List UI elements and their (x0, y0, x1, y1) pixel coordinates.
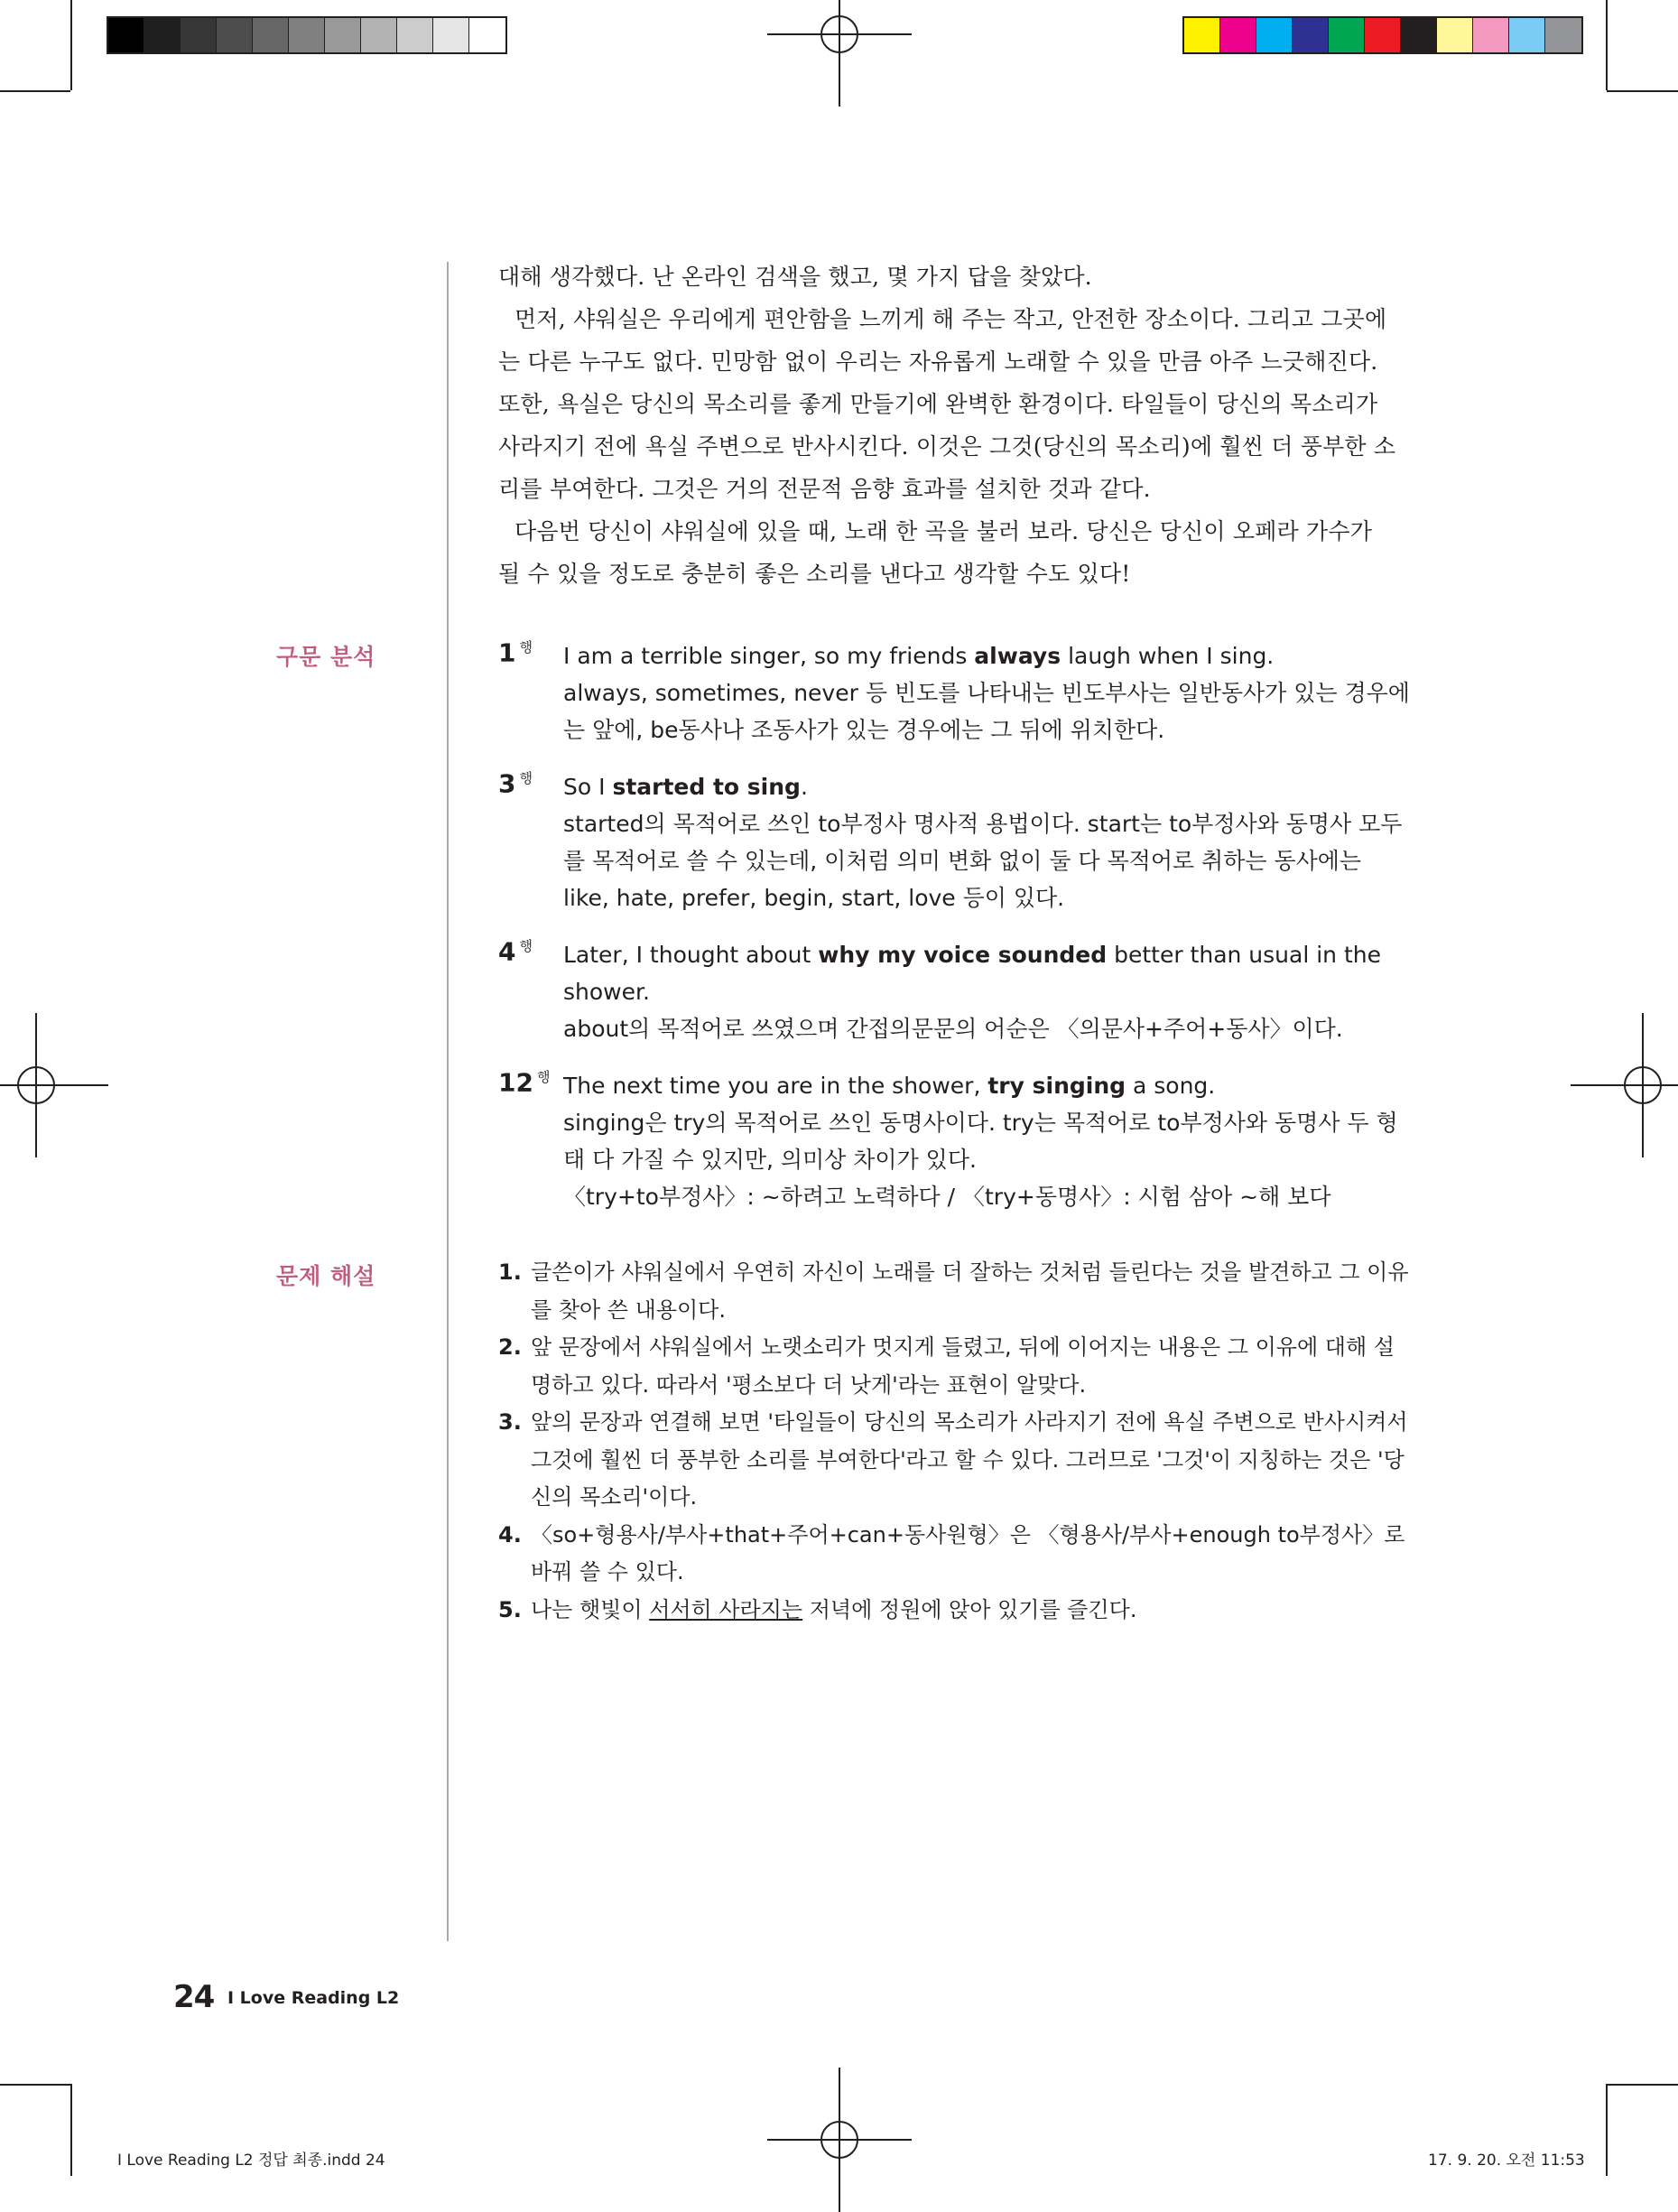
color-swatch (1293, 18, 1329, 52)
color-swatch (1256, 18, 1293, 52)
grammar-note: always, sometimes, never 등 빈도를 나타내는 빈도부사는 일반동사가 있는 경우에는 앞에, be동사나 조동사가 있는 경우에는 그 뒤에 위치한다. (563, 680, 1410, 743)
print-slug-date: 17. 9. 20. 오전 11:53 (1428, 2152, 1585, 2170)
line-number: 4 $^행$ (498, 936, 533, 967)
english-sentence: The next time you are in the shower, try singing a song. (563, 1073, 1216, 1099)
color-swatch (433, 18, 469, 52)
translation-paragraph: 먼저, 샤워실은 우리에게 편안함을 느끼게 해 주는 작고, 안전한 장소이다. 그리고 그곳에는 다른 누구도 없다. 민망함 없이 우리는 자유롭게 노래할 수 있을 만큼 아주 느긋해진다. 또한, 욕실은 당신의 목소리를 좋게 만들기에 완벽한 환경이다. 타일들이 당신의 목소리가 사라지기 전에 욕실 주변으로 반사시킨다. 이것은 그것(당신의 목소리)에 훨씬 더 풍부한 소리를 부여한다. 그것은 거의 전문적 음향 효과를 설치한 것과 같다. (498, 306, 1396, 502)
solution-item (498, 1517, 1410, 1592)
syntax-analysis-label: 구문 분석 (276, 644, 376, 670)
color-swatch (325, 18, 361, 52)
grammar-note: started의 목적어로 쓰인 to부정사 명사적 용법이다. start는 to부정사와 동명사 모두를 목적어로 쓸 수 있는데, 이처럼 의미 변화 없이 둘 다 목적어로 취하는 동사에는 like, hate, prefer, begin, start, love 등이 있다. (563, 811, 1403, 911)
solution-item (498, 1254, 1410, 1329)
english-sentence: So I started to sing. (563, 774, 808, 800)
registration-mark-left (0, 1013, 108, 1157)
solution-number: 2. (498, 1334, 522, 1360)
solution-item (498, 1329, 1410, 1404)
underlined-phrase: 서서히 사라지는 (649, 1596, 803, 1622)
line-number: 3 $^행$ (498, 768, 533, 799)
color-swatch (253, 18, 289, 52)
color-swatch (1509, 18, 1545, 52)
registration-mark-top (767, 0, 912, 107)
grammar-note: singing은 try의 목적어로 쓰인 동명사이다. try는 목적어로 to부정사와 동명사 두 형태 다 가질 수 있지만, 의미상 차이가 있다. (563, 1110, 1398, 1173)
grammar-note: about의 목적어로 쓰였으며 간접의문문의 어순은 〈의문사+주어+동사〉이다. (563, 1016, 1343, 1042)
grammar-note: 〈try+to부정사〉: ~하려고 노력하다 / 〈try+동명사〉: 시험 삼아 ~해 보다 (563, 1184, 1331, 1210)
registration-mark-right (1571, 1013, 1678, 1157)
translation-paragraph: 다음번 당신이 샤워실에 있을 때, 노래 한 곡을 불러 보라. 당신은 당신이 오페라 가수가 될 수 있을 정도로 충분히 좋은 소리를 낸다고 생각할 수도 있다! (498, 518, 1373, 587)
gray-calibration-bar (107, 16, 507, 54)
color-swatch (144, 18, 181, 52)
english-sentence: I am a terrible singer, so my friends always laugh when I sing. (563, 643, 1275, 669)
solution-text: 앞의 문장과 연결해 보면 '타일들이 당신의 목소리가 사라지기 전에 욕실 주변으로 반사시켜서 그것에 훨씬 더 풍부한 소리를 부여한다'라고 할 수 있다. 그러므로 '그것'이 지칭하는 것은 '당신의 목소리'이다. (531, 1409, 1408, 1510)
solution-item (498, 1592, 1410, 1630)
color-swatch (108, 18, 144, 52)
solution-text: 글쓴이가 샤워실에서 우연히 자신이 노래를 더 잘하는 것처럼 들린다는 것을 발견하고 그 이유를 찾아 쓴 내용이다. (531, 1259, 1409, 1323)
line-number: 1 $^행$ (498, 637, 533, 668)
color-swatch (289, 18, 325, 52)
color-calibration-bar (1182, 16, 1583, 54)
solution-number: 5. (498, 1596, 522, 1622)
solutions-label: 문제 해설 (276, 1263, 376, 1289)
color-swatch (469, 18, 505, 52)
reading-translation (498, 256, 1401, 595)
analysis-item (498, 936, 1410, 1047)
color-swatch (1184, 18, 1220, 52)
english-sentence: Later, I thought about why my voice sounded better than usual in the shower. (563, 942, 1381, 1005)
translation-paragraph: 대해 생각했다. 난 온라인 검색을 했고, 몇 가지 답을 찾았다. (498, 264, 1092, 290)
color-swatch (1473, 18, 1509, 52)
solution-number: 3. (498, 1409, 522, 1435)
analysis-item (498, 1067, 1410, 1215)
syntax-analysis (498, 637, 1410, 1235)
solution-number: 1. (498, 1259, 522, 1285)
analysis-item (498, 768, 1410, 916)
color-swatch (1220, 18, 1256, 52)
print-slug-file: I Love Reading L2 정답 최종.indd 24 (117, 2152, 385, 2170)
color-swatch (1365, 18, 1401, 52)
margin-rule (447, 262, 449, 1941)
page-number: 24 (173, 1979, 215, 2015)
book-title: I Love Reading L2 (227, 1988, 400, 2008)
color-swatch (1401, 18, 1437, 52)
color-swatch (1329, 18, 1365, 52)
line-number: 12 $^행$ (498, 1067, 551, 1098)
color-swatch (181, 18, 217, 52)
solution-text: 앞 문장에서 샤워실에서 노랫소리가 멋지게 들렸고, 뒤에 이어지는 내용은 그 이유에 대해 설명하고 있다. 따라서 '평소보다 더 낫게'라는 표현이 알맞다. (531, 1334, 1395, 1398)
solution-text: 〈so+형용사/부사+that+주어+can+동사원형〉은 〈형용사/부사+enough to부정사〉로 바꿔 쓸 수 있다. (531, 1521, 1405, 1585)
solution-text: 나는 햇빛이 서서히 사라지는 저녁에 정원에 앉아 있기를 즐긴다. (531, 1596, 1137, 1622)
color-swatch (1437, 18, 1473, 52)
color-swatch (217, 18, 253, 52)
registration-mark-bottom (767, 2068, 912, 2212)
solution-number: 4. (498, 1521, 522, 1547)
solution-item (498, 1404, 1410, 1517)
color-swatch (397, 18, 433, 52)
color-swatch (1545, 18, 1581, 52)
solutions (498, 1254, 1410, 1629)
analysis-item (498, 637, 1410, 748)
color-swatch (361, 18, 397, 52)
